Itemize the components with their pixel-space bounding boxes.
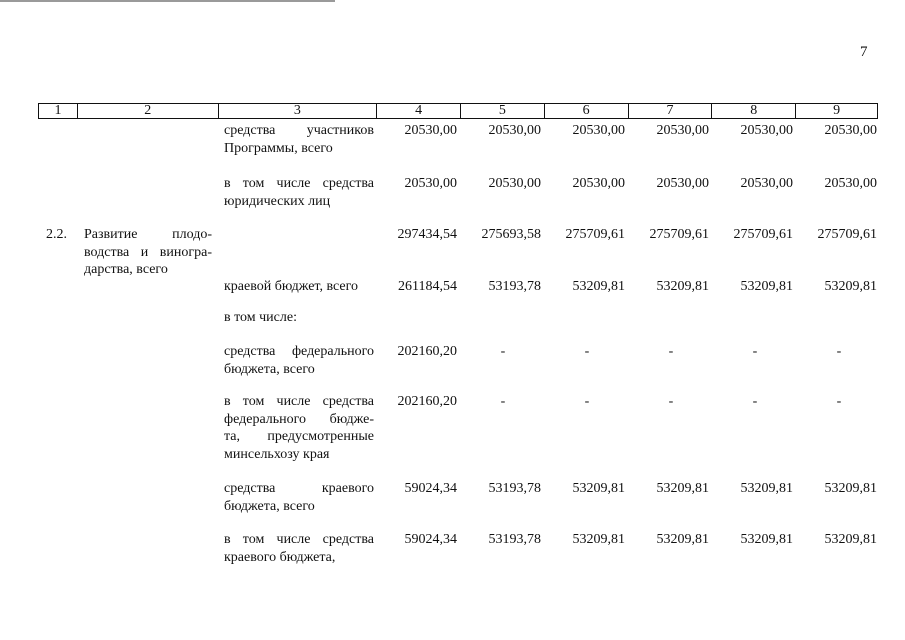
- row-number: 2.2.: [46, 227, 67, 242]
- value-col-5: 20530,00: [488, 176, 541, 191]
- value-col-6: -: [584, 344, 590, 359]
- value-col-6: 20530,00: [572, 176, 625, 191]
- value-col-4: 20530,00: [404, 123, 457, 138]
- value-col-9: 53209,81: [824, 279, 877, 294]
- value-col-6: 53209,81: [572, 532, 625, 547]
- value-col-7: 53209,81: [656, 279, 709, 294]
- value-col-4: 261184,54: [398, 279, 457, 294]
- value-col-5: 53193,78: [488, 532, 541, 547]
- value-col-7: -: [668, 344, 674, 359]
- value-col-9: 53209,81: [824, 532, 877, 547]
- value-col-7: 20530,00: [656, 176, 709, 191]
- table-row: [38, 393, 878, 462]
- table-row: [38, 531, 878, 591]
- source-line: минсельхозу края: [224, 446, 330, 462]
- value-col-4: 202160,20: [397, 394, 457, 409]
- table-row: [38, 226, 878, 286]
- value-col-7: 53209,81: [656, 532, 709, 547]
- source-cell: [224, 175, 374, 210]
- value-col-5: 53193,78: [488, 279, 541, 294]
- value-col-8: 53209,81: [740, 481, 793, 496]
- source-cell: [224, 343, 374, 378]
- table-row: [38, 122, 878, 182]
- value-col-8: 20530,00: [740, 123, 793, 138]
- value-col-6: 53209,81: [572, 481, 625, 496]
- header-col-7: 7: [629, 104, 713, 118]
- value-col-8: 275709,61: [733, 227, 793, 242]
- source-line: бюджета, всего: [224, 498, 315, 514]
- source-cell: [224, 480, 374, 515]
- header-col-8: 8: [712, 104, 796, 118]
- header-col-5: 5: [461, 104, 545, 118]
- value-col-8: -: [752, 344, 758, 359]
- header-col-3: 3: [219, 104, 378, 118]
- value-col-7: 53209,81: [656, 481, 709, 496]
- value-col-6: -: [584, 394, 590, 409]
- header-col-4: 4: [377, 104, 461, 118]
- value-col-6: 20530,00: [572, 123, 625, 138]
- source-line: в том числе средства: [224, 394, 374, 409]
- value-col-7: 20530,00: [656, 123, 709, 138]
- value-col-9: 20530,00: [824, 123, 877, 138]
- source-line: в том числе средства: [224, 176, 374, 191]
- source-cell: [224, 278, 374, 296]
- source-line: в том числе средства: [224, 532, 374, 547]
- value-col-4: 20530,00: [404, 176, 457, 191]
- value-col-8: 53209,81: [740, 532, 793, 547]
- value-col-5: -: [500, 344, 506, 359]
- source-line: средства участников: [224, 123, 374, 138]
- source-line: краевой бюджет, всего: [224, 279, 359, 294]
- value-col-7: -: [668, 394, 674, 409]
- value-col-7: 275709,61: [649, 227, 709, 242]
- header-col-1: 1: [39, 104, 78, 118]
- source-line: та, предусмотренные: [224, 429, 374, 444]
- source-line: в том числе:: [224, 310, 297, 325]
- source-line: бюджета, всего: [224, 361, 315, 377]
- source-line: средства федерального: [224, 344, 374, 359]
- item-name-line: дарства, всего: [84, 262, 168, 277]
- value-col-6: 275709,61: [565, 227, 625, 242]
- value-col-4: 59024,34: [404, 481, 457, 496]
- source-line: федерального бюдже-: [224, 411, 374, 427]
- page-number: 7: [860, 44, 868, 60]
- source-cell: [224, 393, 374, 463]
- value-col-9: 20530,00: [824, 176, 877, 191]
- value-col-5: 53193,78: [488, 481, 541, 496]
- source-cell: [224, 309, 374, 327]
- value-col-9: -: [836, 344, 842, 359]
- value-col-9: 53209,81: [824, 481, 877, 496]
- value-col-8: 20530,00: [740, 176, 793, 191]
- value-col-9: -: [836, 394, 842, 409]
- value-col-4: 59024,34: [404, 532, 457, 547]
- value-col-6: 53209,81: [572, 279, 625, 294]
- header-col-2: 2: [78, 104, 219, 118]
- item-name-line: Развитие плодо-: [84, 227, 212, 242]
- header-col-9: 9: [833, 103, 841, 118]
- value-col-4: 297434,54: [397, 227, 457, 242]
- source-cell: [224, 122, 374, 157]
- source-line: Программы, всего: [224, 140, 333, 156]
- value-col-9: 275709,61: [817, 227, 877, 242]
- source-line: средства краевого: [224, 481, 374, 496]
- source-line: юридических лиц: [224, 193, 331, 209]
- value-col-5: -: [500, 394, 506, 409]
- value-col-5: 20530,00: [488, 123, 541, 138]
- value-col-8: -: [752, 394, 758, 409]
- value-col-8: 53209,81: [740, 279, 793, 294]
- source-line: краевого бюджета,: [224, 549, 336, 565]
- source-cell: [224, 531, 374, 566]
- item-name-cell: [84, 226, 212, 279]
- value-col-5: 275693,58: [481, 227, 541, 242]
- header-col-6: 6: [545, 104, 629, 118]
- value-col-4: 202160,20: [397, 344, 457, 359]
- item-name-line: водства и виногра-: [84, 244, 212, 260]
